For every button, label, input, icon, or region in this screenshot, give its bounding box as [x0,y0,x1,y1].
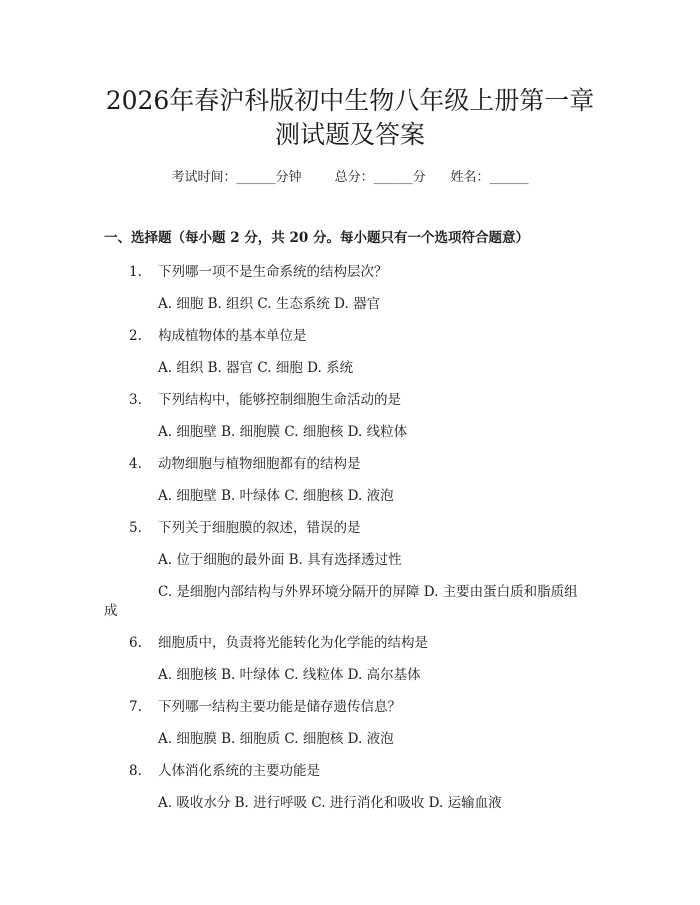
question-stem: 下列结构中，能够控制细胞生命活动的是 [158,392,401,408]
question-stem: 人体消化系统的主要功能是 [158,763,320,779]
question-stem: 构成植物体的基本单位是 [158,328,307,344]
time-label: 考试时间： [171,170,237,185]
question-number: 2. [129,328,142,344]
question-number: 3. [129,392,142,408]
question-number: 4. [129,456,142,472]
name-label: 姓名： [450,170,490,185]
question-stem: 下列关于细胞膜的叙述，错误的是 [158,520,361,536]
time-unit: 分钟 [275,170,302,185]
question-number: 5. [129,520,142,536]
score-label: 总分： [334,170,374,185]
question-options: A. 吸收水分 B. 进行呼吸 C. 进行消化和吸收 D. 运输血液 [158,795,502,811]
exam-meta [0,168,700,188]
question-options: A. 细胞壁 B. 叶绿体 C. 细胞核 D. 液泡 [158,488,394,504]
question-options: A. 细胞 B. 组织 C. 生态系统 D. 器官 [158,296,381,312]
section-heading: 一、选择题（每小题 2 分，共 20 分。每小题只有一个选项符合题意） [104,230,529,246]
question-options-line2: C. 是细胞内部结构与外界环境分隔开的屏障 D. 主要由蛋白质和脂质组 [158,584,578,600]
question-options: A. 组织 B. 器官 C. 细胞 D. 系统 [158,360,354,376]
question-stem: 动物细胞与植物细胞都有的结构是 [158,456,361,472]
question-options: A. 位于细胞的最外面 B. 具有选择透过性 [158,552,402,568]
question-options-continuation: 成 [104,603,118,619]
question-number: 6. [129,635,142,651]
question-number: 8. [129,763,142,779]
page-title-line2: 测试题及答案 [274,120,425,149]
question-options: A. 细胞膜 B. 细胞质 C. 细胞核 D. 液泡 [158,731,394,747]
question-stem: 细胞质中，负责将光能转化为化学能的结构是 [158,635,428,651]
question-number: 1. [129,264,142,280]
score-blank: ______ [373,170,413,185]
question-number: 7. [129,699,142,715]
question-options: A. 细胞壁 B. 细胞膜 C. 细胞核 D. 线粒体 [158,424,408,440]
name-blank: ______ [489,170,529,185]
score-unit: 分 [412,170,426,185]
question-stem: 下列哪一结构主要功能是储存遗传信息？ [158,699,401,715]
question-options: A. 细胞核 B. 叶绿体 C. 线粒体 D. 高尔基体 [158,667,421,683]
question-stem: 下列哪一项不是生命系统的结构层次？ [158,264,388,280]
time-blank: ______ [236,170,276,185]
page-title-line1: 2026年春沪科版初中生物八年级上册第一章 [105,86,595,115]
